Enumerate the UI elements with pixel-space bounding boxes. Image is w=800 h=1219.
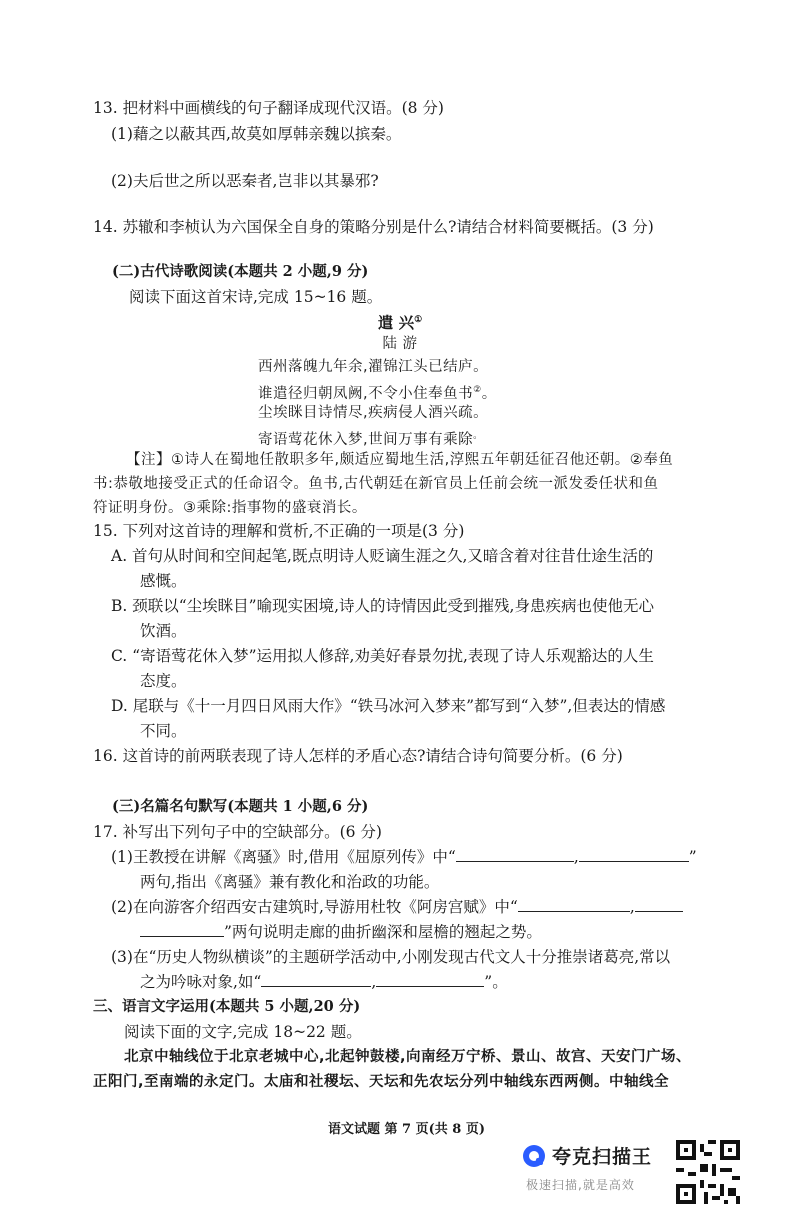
blank-field[interactable]: [518, 897, 630, 912]
q13-stem: 13. 把材料中画横线的句子翻译成现代汉语。(8 分): [93, 99, 444, 117]
poem-note-2: 书:恭敬地接受正式的任命诏令。鱼书,古代朝廷在新官员上任前会统一派发委任状和鱼: [93, 476, 659, 492]
dictation-section-heading: (三)名篇名句默写(本题共 1 小题,6 分): [112, 798, 369, 815]
poem-line-3: 尘埃眯目诗情尽,疾病侵人酒兴疏。: [258, 405, 489, 421]
watermark-brand: 夸克扫描王: [552, 1146, 653, 1168]
q14-stem: 14. 苏辙和李桢认为六国保全自身的策略分别是什么?请结合材料简要概括。(3 分): [93, 218, 654, 236]
poem-note-1: 【注】①诗人在蜀地任散职多年,颇适应蜀地生活,淳熙五年朝廷征召他还朝。②奉鱼: [126, 452, 674, 468]
q17-item-1-cont: 两句,指出《离骚》兼有教化和治政的功能。: [140, 873, 440, 891]
q15-option-c: C. “寄语莺花休入梦”运用拟人修辞,劝美好春景勿扰,表现了诗人乐观豁达的人生: [111, 647, 654, 665]
q16-stem: 16. 这首诗的前两联表现了诗人怎样的矛盾心态?请结合诗句简要分析。(6 分): [93, 747, 623, 765]
blank-field[interactable]: [261, 972, 371, 987]
passage-line-1: 北京中轴线位于北京老城中心,北起钟鼓楼,向南经万宁桥、景山、故宫、天安门广场、: [124, 1049, 692, 1065]
passage-line-2: 正阳门,至南端的永定门。太庙和社稷坛、天坛和先农坛分列中轴线东西两侧。中轴线全: [93, 1074, 670, 1090]
footnote-mark: ①: [414, 315, 423, 325]
q17-stem: 17. 补写出下列句子中的空缺部分。(6 分): [93, 823, 382, 841]
blank-field[interactable]: [140, 922, 224, 937]
q17-item-2: (2)在向游客介绍西安古建筑时,导游用杜牧《阿房宫赋》中“ ,: [111, 897, 683, 917]
poetry-intro: 阅读下面这首宋诗,完成 15~16 题。: [129, 288, 383, 306]
language-section-heading: 三、语言文字运用(本题共 5 小题,20 分): [93, 998, 361, 1015]
poem-line-2: 谁遣径归朝凤阙,不令小住奉鱼书②。: [258, 385, 497, 402]
q15-stem: 15. 下列对这首诗的理解和赏析,不正确的一项是(3 分): [93, 522, 465, 540]
q13-sentence-1: (1)藉之以蔽其西,故莫如厚韩亲魏以摈秦。: [111, 125, 402, 143]
q15-option-a-cont: 感慨。: [140, 572, 187, 590]
q15-option-b: B. 颈联以“尘埃眯目”喻现实困境,诗人的诗情因此受到摧残,身患疾病也使他无心: [111, 597, 654, 615]
blank-field[interactable]: [579, 847, 689, 862]
blank-field[interactable]: [376, 972, 484, 987]
poem-line-1: 西州落魄九年余,濯锦江头已结庐。: [258, 359, 489, 375]
q15-option-d-cont: 不同。: [140, 722, 187, 740]
q15-option-c-cont: 态度。: [140, 672, 187, 690]
blank-field[interactable]: [635, 897, 683, 912]
footnote-mark: 。: [473, 431, 483, 441]
poem-line-4: 寄语莺花休入梦,世间万事有乘除。: [258, 431, 483, 448]
poem-author: 陆 游: [382, 336, 418, 352]
watermark-slogan: 极速扫描,就是高效: [526, 1178, 635, 1192]
qr-code-icon: [676, 1140, 740, 1204]
poem-note-3: 符证明身份。③乘除:指事物的盛衰消长。: [93, 500, 367, 516]
q17-item-1: (1)王教授在讲解《离骚》时,借用《屈原列传》中“ , ”: [111, 848, 697, 866]
q15-option-d: D. 尾联与《十一月四日风雨大作》“铁马冰河入梦来”都写到“入梦”,但表达的情感: [111, 697, 666, 715]
blank-field[interactable]: [456, 847, 574, 862]
q15-option-a: A. 首句从时间和空间起笔,既点明诗人贬谪生涯之久,又暗含着对往昔仕途生活的: [111, 547, 654, 565]
q17-item-3-cont: 之为吟咏对象,如“ , ”。: [140, 973, 508, 991]
poetry-section-heading: (二)古代诗歌阅读(本题共 2 小题,9 分): [112, 263, 369, 280]
footnote-mark: ②: [473, 385, 482, 395]
page-footer: 语文试题 第 7 页(共 8 页): [328, 1122, 486, 1137]
q13-sentence-2: (2)夫后世之所以恶秦者,岂非以其暴邪?: [111, 172, 379, 190]
q17-item-3: (3)在“历史人物纵横谈”的主题研学活动中,小刚发现古代文人十分推崇诸葛亮,常以: [111, 948, 671, 966]
poem-title: 遣 兴①: [377, 313, 423, 333]
scanner-watermark: [510, 1138, 750, 1208]
q17-item-2-cont: ”两句说明走廊的曲折幽深和屋檐的翘起之势。: [140, 922, 542, 942]
quark-logo-icon: [522, 1144, 546, 1168]
q15-option-b-cont: 饮酒。: [140, 622, 187, 640]
language-intro: 阅读下面的文字,完成 18~22 题。: [124, 1023, 362, 1041]
